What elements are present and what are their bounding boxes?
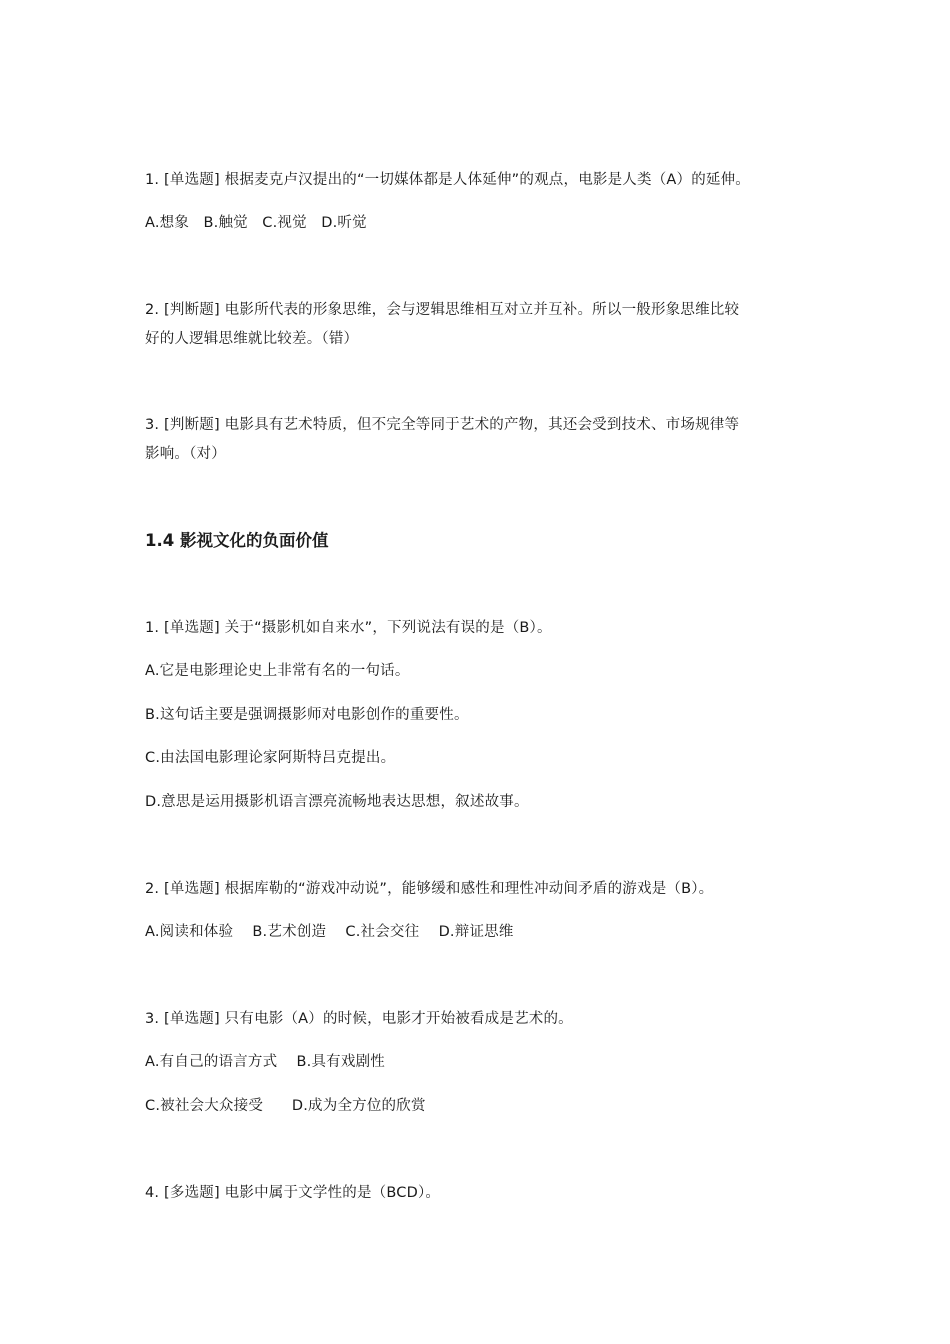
section-question-1-option-b: B.这句话主要是强调摄影师对电影创作的重要性。 [145,707,469,723]
section-question-3-options-row-2: C.被社会大众接受 D.成为全方位的欣赏 [145,1098,426,1114]
section-question-4-stem: 4. [多选题] 电影中属于文学性的是（BCD）。 [145,1185,441,1201]
question-2-stem-line-2: 好的人逻辑思维就比较差。（错） [145,331,359,347]
section-question-1-stem: 1. [单选题] 关于“摄影机如自来水”，下列说法有误的是（B）。 [145,620,552,636]
section-question-3-options-row-1: A.有自己的语言方式 B.具有戏剧性 [145,1054,385,1070]
question-3-stem-line-2: 影响。（对） [145,446,226,462]
section-question-2-options: A.阅读和体验 B.艺术创造 C.社会交往 D.辩证思维 [145,924,514,940]
question-1-stem: 1. [单选题] 根据麦克卢汉提出的“一切媒体都是人体延伸”的观点，电影是人类（A）的延伸。 [145,172,751,188]
section-question-1-option-c: C.由法国电影理论家阿斯特吕克提出。 [145,750,396,766]
question-3-stem-line-1: 3. [判断题] 电影具有艺术特质，但不完全等同于艺术的产物，其还会受到技术、市场规律等 [145,417,740,433]
section-question-3-stem: 3. [单选题] 只有电影（A）的时候，电影才开始被看成是艺术的。 [145,1011,573,1027]
section-question-1-option-d: D.意思是运用摄影机语言漂亮流畅地表达思想，叙述故事。 [145,794,529,810]
question-1-options: A.想象 B.触觉 C.视觉 D.听觉 [145,215,367,231]
section-question-1-option-a: A.它是电影理论史上非常有名的一句话。 [145,663,410,679]
section-heading: 1.4 影视文化的负面价值 [145,531,329,550]
question-2-stem-line-1: 2. [判断题] 电影所代表的形象思维，会与逻辑思维相互对立并互补。所以一般形象思维比较 [145,302,740,318]
section-question-2-stem: 2. [单选题] 根据库勒的“游戏冲动说”，能够缓和感性和理性冲动间矛盾的游戏是（B）。 [145,881,714,897]
